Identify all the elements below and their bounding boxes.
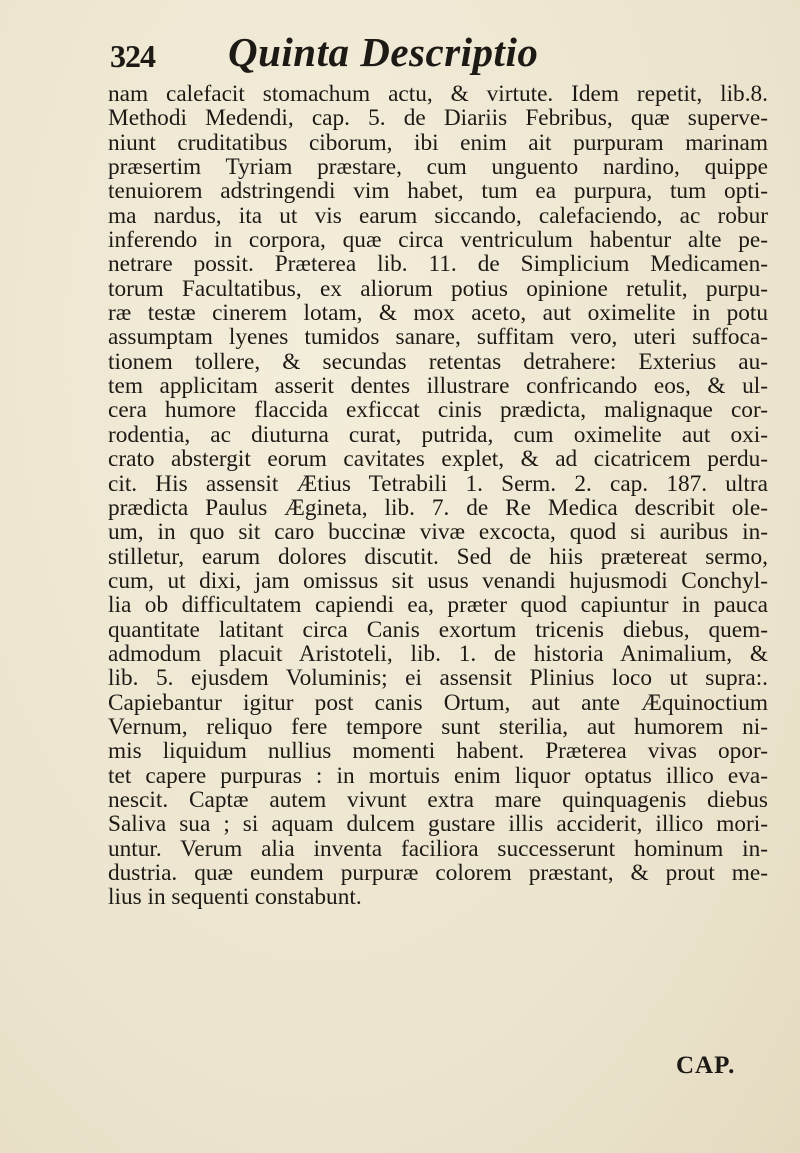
text-line: lius in sequenti constabunt.: [108, 885, 362, 910]
text-line: Methodi Medendi, cap. 5. de Diariis Febribus, quæ superve-: [108, 106, 768, 131]
text-line: prædicta Paulus Ægineta, lib. 7. de Re Medica describit ole-: [108, 495, 768, 521]
text-line: rodentia, ac diuturna curat, putrida, cum oximelite aut oxi-: [108, 422, 768, 448]
text-line: dustria. quæ eundem purpuræ colorem præstant, & prout me-: [108, 861, 768, 886]
text-line: assumptam lyenes tumidos sanare, suffitam vero, uteri suffoca-: [108, 325, 768, 350]
text-line: um, in quo sit caro buccinæ vivæ excocta, quod si auribus in-: [108, 520, 768, 545]
text-line: nescit. Captæ autem vivunt extra mare quinquagenis diebus: [108, 787, 768, 813]
page-header: [110, 18, 750, 88]
running-title: Quinta Descriptio: [228, 29, 539, 75]
text-line: niunt cruditatibus ciborum, ibi enim ait purpuram marinam: [108, 130, 768, 156]
text-line: stilletur, earum dolores discutit. Sed de hiis prætereat sermo,: [108, 544, 768, 569]
text-line: Saliva sua ; si aquam dulcem gustare illis acciderit, illico mori-: [108, 812, 768, 837]
text-line: cum, ut dixi, jam omissus sit usus venandi hujusmodi Conchyl-: [108, 568, 768, 594]
text-line: Vernum, reliquo fere tempore sunt sterilia, aut humorem ni-: [108, 714, 768, 740]
text-line: tionem tollere, & secundas retentas detrahere: Exterius au-: [108, 349, 768, 375]
text-line: tem applicitam asserit dentes illustrare confricando eos, & ul-: [108, 374, 768, 399]
catchword: CAP.: [676, 1052, 736, 1079]
text-line: cit. His assensit Ætius Tetrabili 1. Serm. 2. cap. 187. ultra: [108, 471, 768, 496]
text-line: tet capere purpuras : in mortuis enim liquor optatus illico eva-: [108, 763, 768, 788]
text-line: cera humore flaccida exficcat cinis prædicta, malignaque cor-: [108, 398, 768, 423]
text-line: ræ testæ cinerem lotam, & mox aceto, aut oximelite in potu: [108, 301, 768, 326]
text-line: untur. Verum alia inventa faciliora successerunt hominum in-: [108, 836, 768, 861]
text-line: netrare possit. Præterea lib. 11. de Simplicium Medicamen-: [108, 252, 768, 277]
text-line: ma nardus, ita ut vis earum siccando, calefaciendo, ac robur: [108, 203, 768, 229]
text-line: quantitate latitant circa Canis exortum tricenis diebus, quem-: [108, 617, 768, 642]
text-line: præsertim Tyriam præstare, cum unguento nardino, quippe: [108, 155, 768, 180]
text-line: tenuiorem adstringendi vim habet, tum ea purpura, tum opti-: [108, 179, 768, 204]
text-line: mis liquidum nullius momenti habent. Præterea vivas opor-: [108, 739, 768, 764]
text-line: torum Facultatibus, ex aliorum potius opinione retulit, purpu-: [108, 276, 768, 302]
body-text: [108, 82, 768, 982]
text-line: admodum placuit Aristoteli, lib. 1. de historia Animalium, &: [108, 641, 768, 667]
text-line: Capiebantur igitur post canis Ortum, aut ante Æquinoctium: [108, 690, 768, 715]
text-line: nam calefacit stomachum actu, & virtute. Idem repetit, lib.8.: [108, 82, 768, 107]
text-line: inferendo in corpora, quæ circa ventriculum habentur alte pe-: [108, 228, 768, 253]
text-line: lia ob difficultatem capiendi ea, præter quod capiuntur in pauca: [108, 593, 768, 618]
text-line: lib. 5. ejusdem Voluminis; ei assensit Plinius loco ut supra:.: [108, 666, 768, 691]
page-number: 324: [110, 38, 155, 74]
text-line: crato abstergit eorum cavitates explet, & ad cicatricem perdu-: [108, 447, 768, 472]
